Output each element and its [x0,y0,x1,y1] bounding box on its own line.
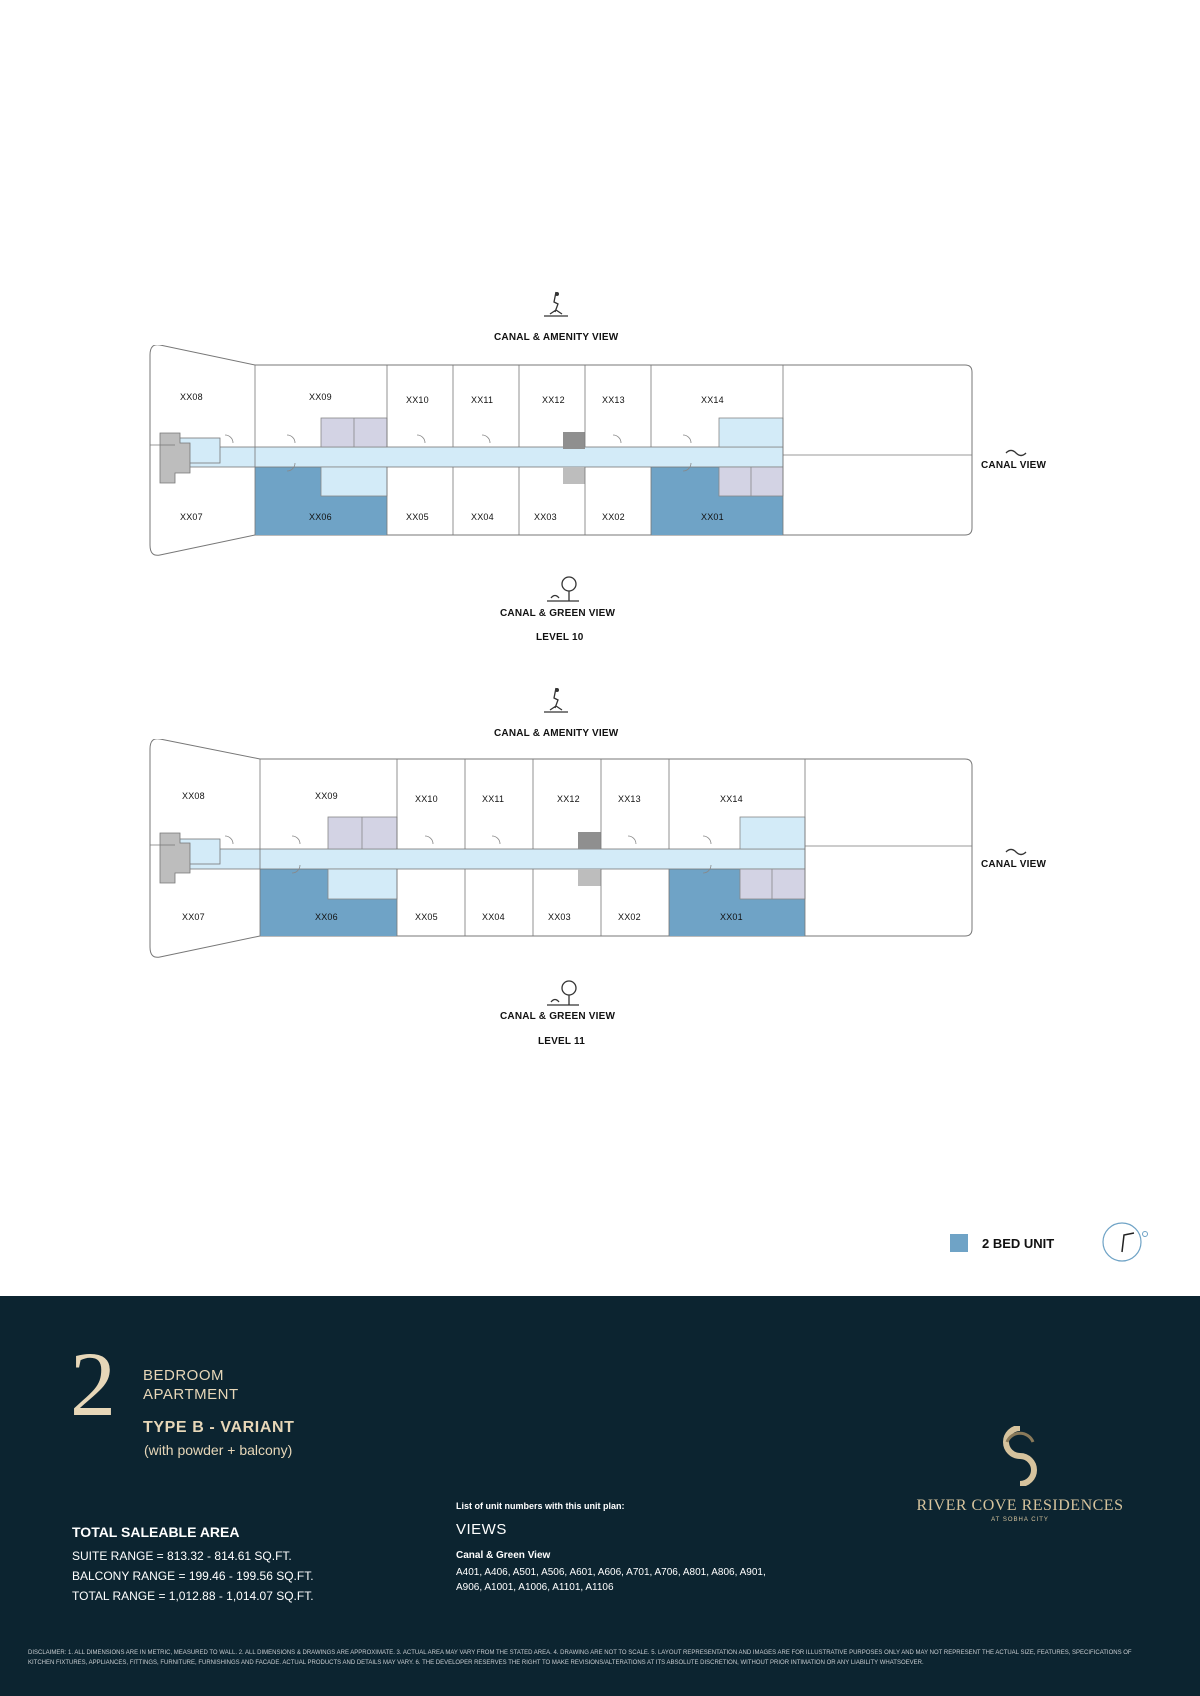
unit-label: XX06 [315,912,338,922]
disclaimer: DISCLAIMER: 1. ALL DIMENSIONS ARE IN METRIC, MEASURED TO WALL. 2. ALL DIMENSIONS & DRAWINGS ARE APPROXIMATE. 3. ACTUAL AREA MAY VARY FROM THE STATED AREA. 4. DRAWING ARE NOT TO SCALE. 5. LAYOUT REPRESENTATION AND IMAGES ARE FOR ILLUSTRATIVE PURPOSES ONLY AND MAY NOT REPRESENT THE ACTUAL SIZE, FEATURES, SPECIFICATIONS OF KITCHEN FIXTURES, APPLIANCES, FITTINGS, FURNITURE, FURNISHINGS AND FACADE. ACTUAL PRODUCTS AND DETAILS MAY VARY. 6. THE DEVELOPER RESERVES THE RIGHT TO MAKE REVISIONS/ALTERATIONS AT ITS ABSOLUTE DISCRETION, WITHOUT PRIOR INTIMATION OR ANY LIABILITY WHATSOEVER. [28,1650,1132,1666]
type-title: TYPE B - VARIANT [143,1419,295,1436]
unit-label: XX11 [482,794,505,804]
suite-range: SUITE RANGE = 813.32 - 814.61 SQ.FT. [72,1549,292,1563]
side-view-label: CANAL VIEW [981,460,1047,471]
area-title: TOTAL SALEABLE AREA [72,1524,240,1540]
unit-label: XX13 [618,794,641,804]
unit-label: XX12 [542,395,565,405]
unit-label: XX14 [720,794,743,804]
unit-label: XX10 [415,794,438,804]
brand-logo [905,1426,1135,1523]
apartment-type-label [143,1366,239,1404]
unit-label: XX08 [180,392,203,402]
tree-icon [545,978,581,1013]
unit-label: XX11 [471,395,494,405]
variant-subtitle: (with powder + balcony) [144,1442,293,1458]
saleable-area [72,1524,314,1606]
side-view-label: CANAL VIEW [981,859,1047,870]
units-caption: List of unit numbers with this unit plan: [456,1501,625,1511]
unit-label: XX03 [548,912,571,922]
unit-label: XX10 [406,395,429,405]
unit-label: XX04 [471,512,494,522]
logo-name: RIVER COVE RESIDENCES [916,1497,1124,1514]
north-compass-icon [1100,1220,1150,1269]
unit-label: XX06 [309,512,332,522]
footer-panel [0,1296,1200,1696]
bedroom-line: BEDROOM [143,1367,225,1384]
level-label: LEVEL 10 [536,632,584,643]
unit-label: XX09 [309,392,332,402]
tree-icon [545,574,581,609]
unit-list-section [456,1501,786,1595]
unit-label: XX05 [406,512,429,522]
unit-label: XX01 [720,912,743,922]
bedroom-count: 2 [70,1333,116,1435]
unit-label: XX07 [182,912,205,922]
unit-numbers: A401, A406, A501, A506, A601, A606, A701, A706, A801, A806, A901, A906, A1001, A1006, A1101, A1106 [456,1567,766,1593]
legend-swatch [950,1234,968,1252]
unit-label: XX07 [180,512,203,522]
unit-label: XX03 [534,512,557,522]
balcony-range: BALCONY RANGE = 199.46 - 199.56 SQ.FT. [72,1569,314,1583]
views-title: VIEWS [456,1521,507,1538]
plan-drawing [0,345,1200,605]
total-range: TOTAL RANGE = 1,012.88 - 1,014.07 SQ.FT. [72,1589,314,1603]
unit-label: XX14 [701,395,724,405]
logo-subtitle: AT SOBHA CITY [991,1517,1049,1523]
unit-label: XX09 [315,791,338,801]
top-view-label: CANAL & AMENITY VIEW [494,728,619,739]
unit-label: XX12 [557,794,580,804]
floor-plan-level-10 [0,290,1200,660]
legend-label: 2 BED UNIT [982,1235,1055,1251]
amenity-icon [536,686,576,721]
amenity-icon [536,290,576,325]
unit-label: XX04 [482,912,505,922]
bottom-view-label: CANAL & GREEN VIEW [500,1011,616,1022]
unit-label: XX02 [602,512,625,522]
unit-label: XX08 [182,791,205,801]
unit-label: XX13 [602,395,625,405]
level-label: LEVEL 11 [538,1036,585,1047]
views-subtitle: Canal & Green View [456,1550,551,1561]
legend [950,1234,1054,1252]
logo-mark-icon [997,1473,1043,1490]
floor-plan-level-11 [0,686,1200,1056]
unit-label: XX05 [415,912,438,922]
unit-label: XX01 [701,512,724,522]
top-view-label: CANAL & AMENITY VIEW [494,332,619,343]
bottom-view-label: CANAL & GREEN VIEW [500,608,616,619]
unit-label: XX02 [618,912,641,922]
apartment-line: APARTMENT [143,1386,239,1403]
